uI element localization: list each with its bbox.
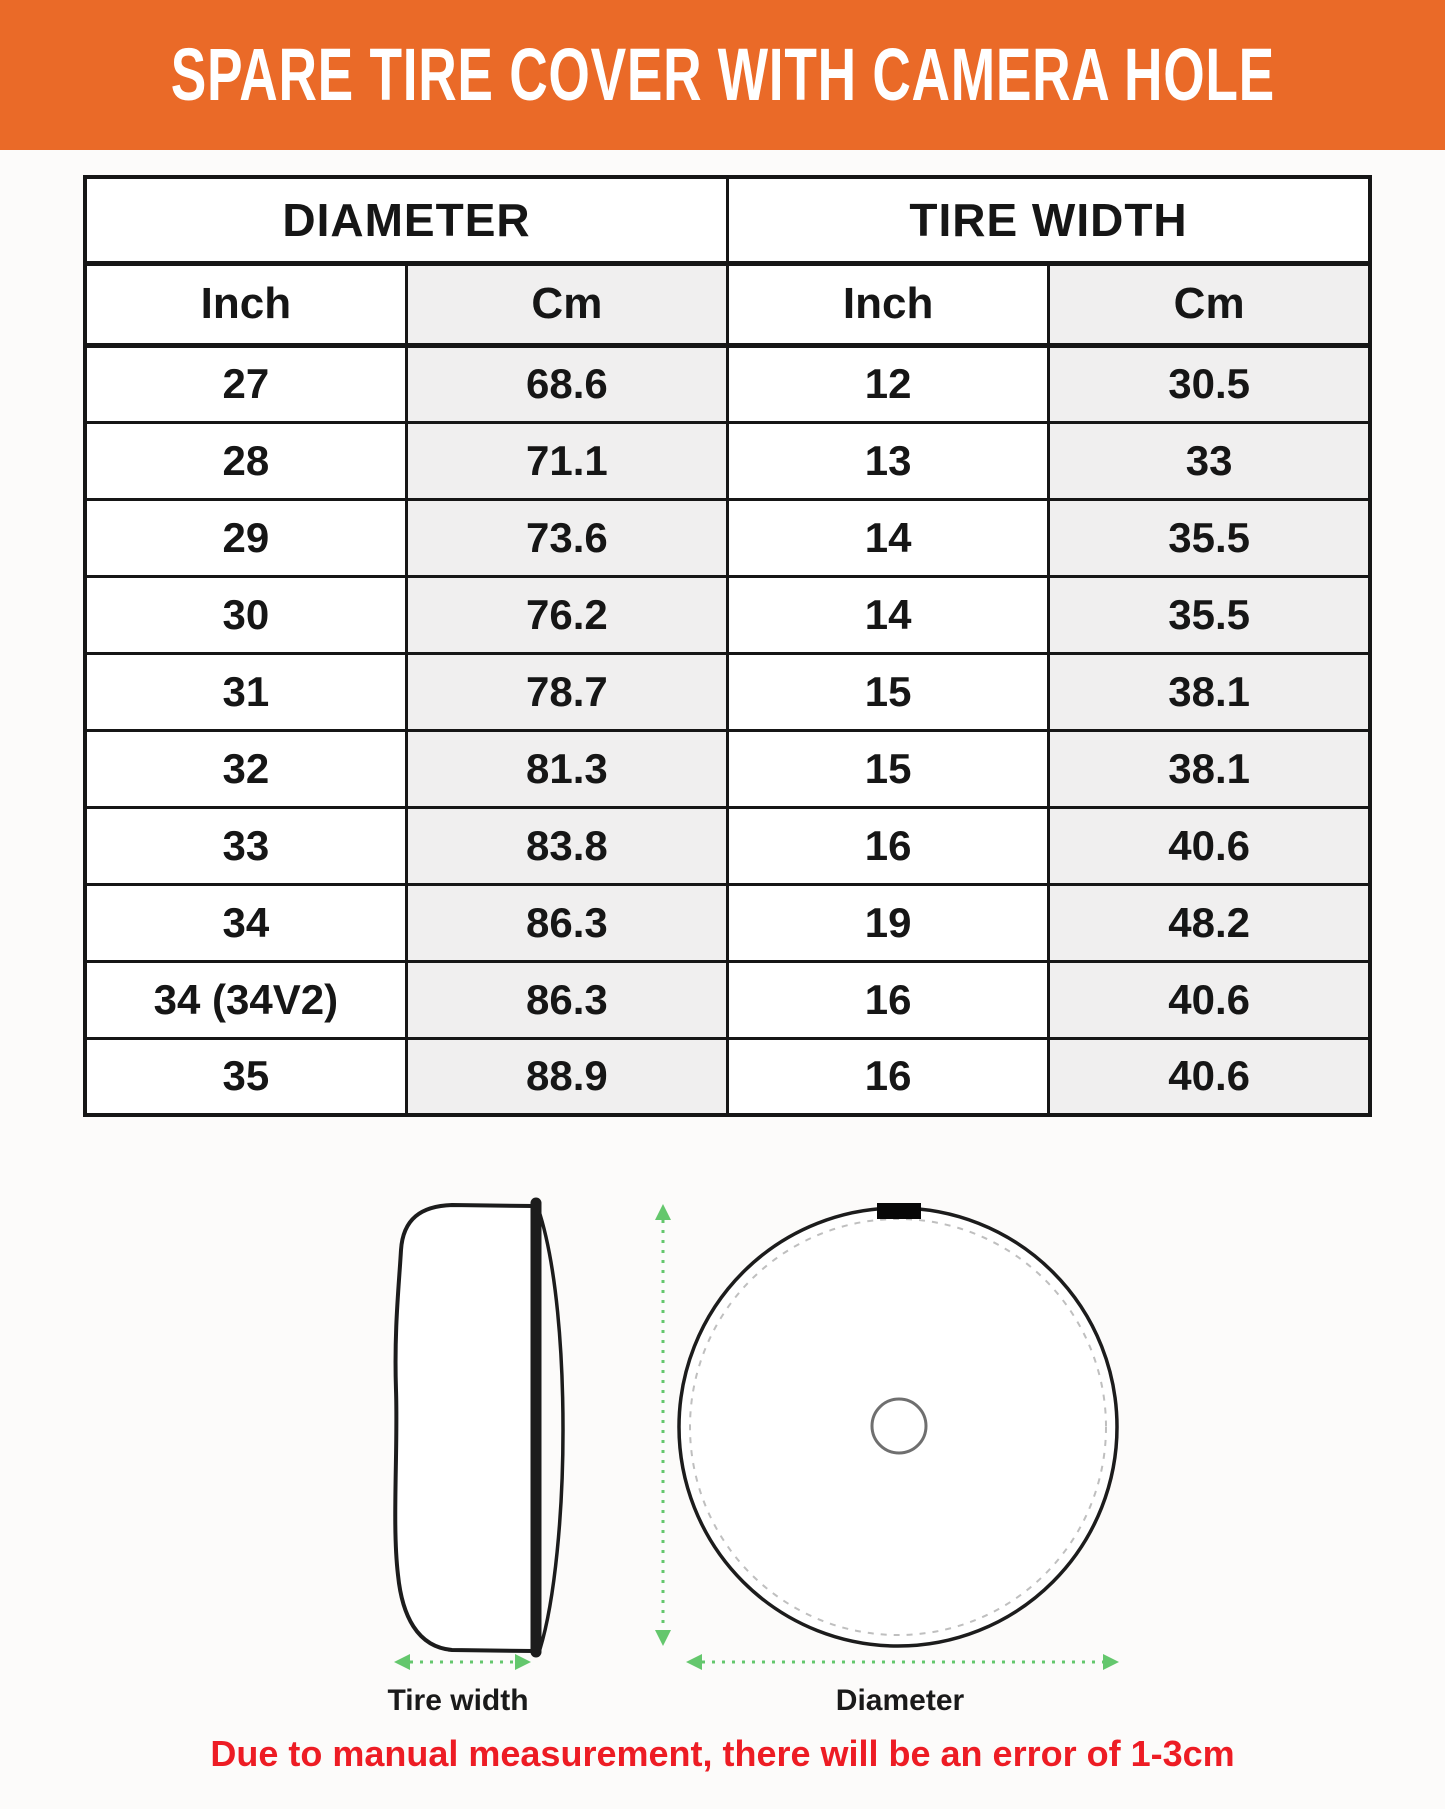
column-header: Inch: [85, 263, 406, 345]
table-row: [85, 884, 1370, 961]
table-cell: 38.1: [1049, 653, 1370, 730]
table-cell: 34 (34V2): [85, 961, 406, 1038]
column-group-header: TIRE WIDTH: [728, 177, 1371, 263]
size-table-header: [85, 177, 1370, 345]
table-cell: 86.3: [406, 961, 727, 1038]
table-cell: 68.6: [406, 345, 727, 422]
size-table: [83, 175, 1372, 1117]
tire-side-outline: [395, 1205, 533, 1651]
subheader-row: [85, 263, 1370, 345]
table-cell: 73.6: [406, 499, 727, 576]
table-cell: 38.1: [1049, 730, 1370, 807]
camera-hole: [872, 1399, 926, 1453]
table-cell: 32: [85, 730, 406, 807]
table-cell: 33: [85, 807, 406, 884]
column-header: Cm: [406, 263, 727, 345]
size-table-body: [85, 345, 1370, 1115]
tire-width-label: Tire width: [387, 1684, 529, 1717]
tire-front-view: [679, 1203, 1117, 1646]
table-cell: 86.3: [406, 884, 727, 961]
tire-side-view: [395, 1203, 563, 1652]
banner: [0, 0, 1445, 150]
table-cell: 30: [85, 576, 406, 653]
table-cell: 15: [728, 730, 1049, 807]
table-cell: 33: [1049, 422, 1370, 499]
table-cell: 40.6: [1049, 807, 1370, 884]
table-cell: 48.2: [1049, 884, 1370, 961]
page-title: SPARE TIRE COVER WITH CAMERA HOLE: [170, 33, 1275, 116]
valve-notch: [877, 1203, 921, 1219]
table-cell: 34: [85, 884, 406, 961]
table-cell: 31: [85, 653, 406, 730]
table-cell: 40.6: [1049, 961, 1370, 1038]
table-cell: 81.3: [406, 730, 727, 807]
table-cell: 16: [728, 961, 1049, 1038]
table-cell: 12: [728, 345, 1049, 422]
table-cell: 29: [85, 499, 406, 576]
table-cell: 19: [728, 884, 1049, 961]
tire-diagram: [0, 1150, 1445, 1750]
arrow-head-right: [515, 1654, 531, 1670]
table-row: [85, 653, 1370, 730]
arrow-head-right: [1103, 1654, 1119, 1670]
table-cell: 71.1: [406, 422, 727, 499]
table-row: [85, 345, 1370, 422]
table-row: [85, 1038, 1370, 1115]
diameter-label: Diameter: [835, 1684, 965, 1717]
table-row: [85, 499, 1370, 576]
table-cell: 76.2: [406, 576, 727, 653]
table-cell: 35: [85, 1038, 406, 1115]
table-cell: 30.5: [1049, 345, 1370, 422]
table-cell: 88.9: [406, 1038, 727, 1115]
table-row: [85, 422, 1370, 499]
table-cell: 13: [728, 422, 1049, 499]
table-cell: 40.6: [1049, 1038, 1370, 1115]
table-cell: 16: [728, 1038, 1049, 1115]
column-group-header: DIAMETER: [85, 177, 728, 263]
column-header: Inch: [728, 263, 1049, 345]
arrow-head-down: [655, 1630, 671, 1646]
table-cell: 28: [85, 422, 406, 499]
tire-width-arrow: [394, 1654, 531, 1670]
table-row: [85, 807, 1370, 884]
tire-side-face-curve: [538, 1208, 563, 1649]
table-cell: 14: [728, 499, 1049, 576]
table-cell: 27: [85, 345, 406, 422]
table-cell: 78.7: [406, 653, 727, 730]
table-cell: 35.5: [1049, 499, 1370, 576]
column-header: Cm: [1049, 263, 1370, 345]
table-row: [85, 730, 1370, 807]
table-row: [85, 961, 1370, 1038]
diameter-vertical-arrow: [655, 1204, 671, 1646]
table-row: [85, 576, 1370, 653]
diameter-horizontal-arrow: [686, 1654, 1119, 1670]
arrow-head-left: [686, 1654, 702, 1670]
measurement-note: Due to manual measurement, there will be an error of 1-3cm: [210, 1733, 1235, 1774]
table-cell: 83.8: [406, 807, 727, 884]
arrow-head-left: [394, 1654, 410, 1670]
arrow-head-up: [655, 1204, 671, 1220]
table-cell: 35.5: [1049, 576, 1370, 653]
table-cell: 15: [728, 653, 1049, 730]
column-group-row: [85, 177, 1370, 263]
table-cell: 14: [728, 576, 1049, 653]
table-cell: 16: [728, 807, 1049, 884]
